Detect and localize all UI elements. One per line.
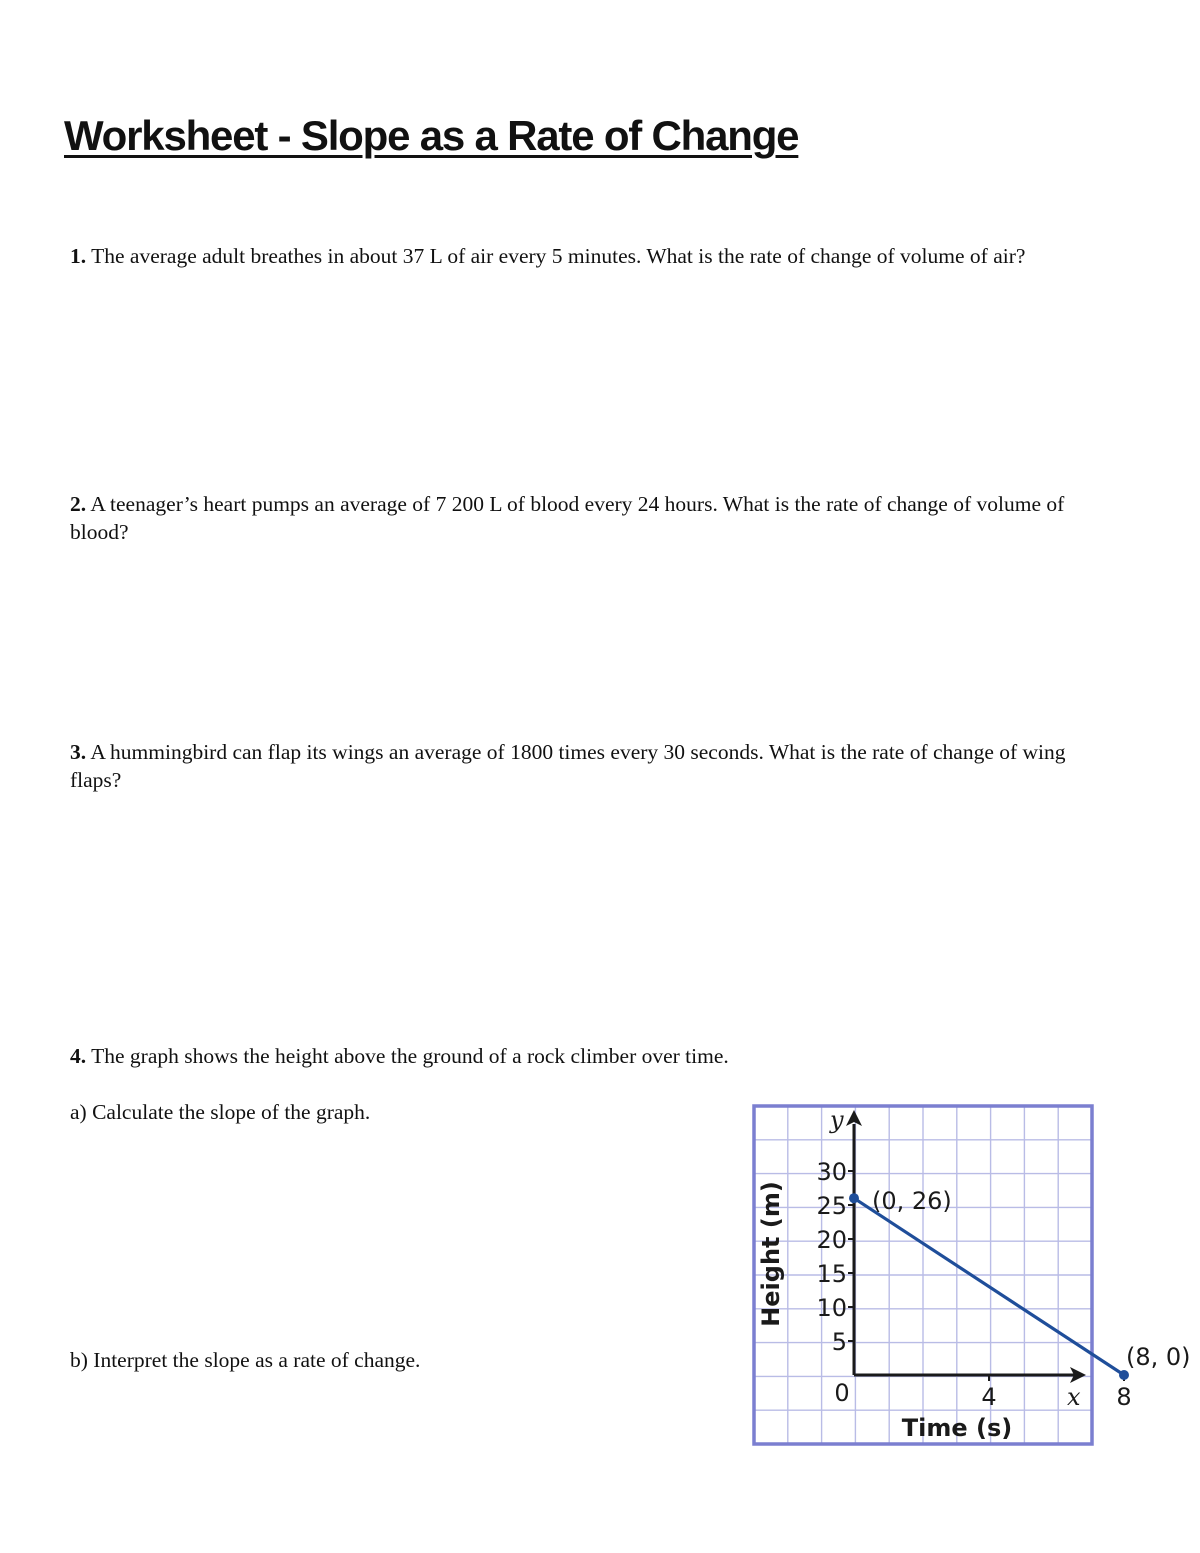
point-label-start: (0, 26) <box>872 1187 952 1216</box>
x-axis-letter: x <box>1067 1383 1081 1411</box>
page-title: Worksheet - Slope as a Rate of Change <box>64 112 799 159</box>
graph-svg <box>752 1104 1191 1446</box>
y-tick-label: 30 <box>816 1158 847 1186</box>
y-axis-arrow <box>846 1110 862 1126</box>
question-number: 4. <box>70 1044 87 1068</box>
x-axis-title: Time (s) <box>901 1414 1013 1442</box>
question-number: 3. <box>70 740 87 764</box>
question-4 <box>70 1042 1120 1070</box>
origin-label: 0 <box>834 1379 850 1407</box>
question-number: 2. <box>70 492 87 516</box>
part-text: Interpret the slope as a rate of change. <box>93 1348 421 1372</box>
question-1 <box>70 242 1120 270</box>
question-2 <box>70 490 1120 546</box>
point-label-end: (8, 0) <box>1126 1343 1191 1371</box>
y-tick-label: 10 <box>816 1294 847 1322</box>
y-tick-label: 15 <box>816 1260 847 1288</box>
part-label: b) <box>70 1348 88 1372</box>
question-text: A hummingbird can flap its wings an average of 1800 times every 30 seconds. What is the rate of change of wing flaps? <box>70 740 1066 792</box>
part-label: a) <box>70 1100 87 1124</box>
question-text: The graph shows the height above the ground of a rock climber over time. <box>91 1044 729 1068</box>
y-axis-title: Height (m) <box>757 1181 785 1327</box>
y-tick-label: 25 <box>816 1192 847 1220</box>
x-tick-label: 4 <box>981 1383 997 1411</box>
question-4a <box>70 1098 370 1126</box>
question-4b <box>70 1346 420 1374</box>
data-point <box>1119 1370 1129 1380</box>
question-text: The average adult breathes in about 37 L of air every 5 minutes. What is the rate of change of volume of air? <box>91 244 1026 268</box>
data-point <box>849 1193 859 1203</box>
series-line <box>854 1198 1124 1375</box>
height-time-graph <box>752 1104 1191 1446</box>
question-number: 1. <box>70 244 87 268</box>
graph-grid <box>754 1106 1092 1444</box>
x-tick-label: 8 <box>1116 1383 1132 1411</box>
y-axis-letter: y <box>830 1106 844 1134</box>
question-text: A teenager’s heart pumps an average of 7 200 L of blood every 24 hours. What is the rate of change of volume of blood? <box>70 492 1065 544</box>
part-text: Calculate the slope of the graph. <box>92 1100 371 1124</box>
y-tick-label: 5 <box>831 1328 847 1356</box>
question-3 <box>70 738 1120 794</box>
y-tick-label: 20 <box>816 1226 847 1254</box>
